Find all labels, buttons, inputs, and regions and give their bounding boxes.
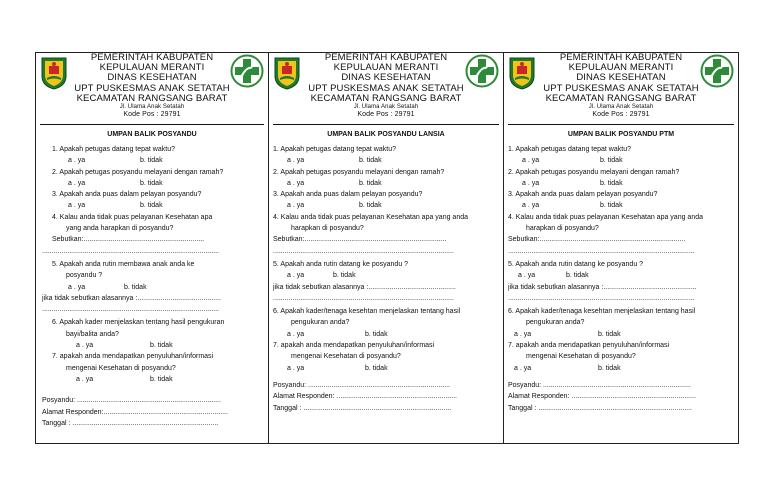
header-line: PEMERINTAH KABUPATEN (559, 52, 683, 63)
option-no[interactable]: b. tidak (140, 157, 163, 165)
answer-line[interactable]: jika tidak sebutkan alasannya :............................................. (273, 283, 456, 291)
option-yes[interactable]: a . ya (522, 157, 540, 165)
question-4-cont: harapkan di posyandu? (526, 225, 599, 233)
question-1: 1. Apakah petugas datang tepat waktu? (273, 146, 396, 153)
agency-header (72, 53, 232, 119)
question-5: 5. Apakah anda rutin membawa anak anda ke (52, 260, 195, 268)
answer-options (42, 200, 264, 211)
question-6-cont: pengukuran anda? (291, 319, 350, 327)
health-cross-icon (230, 54, 264, 88)
option-no[interactable]: b. tidak (598, 364, 621, 372)
question-5: 5. Apakah anda rutin datang ke posyandu ? (273, 260, 409, 268)
option-no[interactable]: b. tidak (140, 179, 163, 187)
option-yes[interactable]: a . ya (287, 364, 305, 372)
date-field[interactable]: Tanggal : ........................................................................... (42, 419, 219, 427)
option-yes[interactable]: a . ya (68, 157, 86, 165)
header-line: KEPULAUAN MERANTI (568, 62, 674, 74)
answer-line[interactable]: ............................................................................................. (273, 247, 454, 255)
header-postcode: Kode Pos : 29791 (357, 111, 415, 119)
header-rule (273, 124, 499, 125)
header-line: PEMERINTAH KABUPATEN (324, 52, 448, 63)
question-list (42, 144, 264, 429)
option-no[interactable]: b. tidak (566, 272, 589, 280)
option-yes[interactable]: a . ya (287, 202, 305, 210)
answer-options (508, 270, 734, 281)
option-no[interactable]: b. tidak (150, 342, 173, 350)
header-address: Jl. Ulama Anak Setatah (588, 104, 654, 111)
option-no[interactable]: b. tidak (598, 330, 621, 338)
header-postcode: Kode Pos : 29791 (123, 111, 181, 119)
question-4: 4. Kalau anda tidak puas pelayanan Kesehatan apa (52, 213, 213, 221)
answer-options (42, 178, 264, 189)
header-line: DINAS KESEHATAN (576, 72, 666, 84)
option-yes[interactable]: a . ya (518, 272, 536, 280)
answer-options (508, 363, 734, 374)
form-title: UMPAN BALIK POSYANDU (107, 131, 197, 138)
question-3: 3. Apakah anda puas dalam pelayan posyandu? (508, 191, 658, 199)
answer-options (508, 200, 734, 211)
answer-options (273, 200, 499, 211)
header-line: KEPULAUAN MERANTI (99, 62, 205, 74)
question-3: 3. Apakah anda puas dalam pelayan posyandu? (273, 191, 423, 199)
answer-options (273, 363, 499, 374)
option-yes[interactable]: a . ya (76, 342, 94, 350)
option-no[interactable]: b. tidak (600, 179, 623, 187)
date-field[interactable]: Tanggal : ............................................................................... (508, 404, 692, 412)
health-cross-icon (700, 54, 734, 88)
option-yes[interactable]: a . ya (514, 330, 532, 338)
option-no[interactable]: b. tidak (600, 202, 623, 210)
option-yes[interactable]: a . ya (522, 202, 540, 210)
feedback-form-posyandu (36, 52, 268, 444)
header-line: DINAS KESEHATAN (341, 72, 431, 84)
posyandu-field[interactable]: Posyandu: .......................................................................... (42, 397, 221, 405)
feedback-form-posyandu-lansia (269, 52, 503, 444)
option-yes[interactable]: a . ya (76, 375, 94, 383)
answer-options (508, 329, 734, 340)
option-no[interactable]: b. tidak (359, 202, 382, 210)
question-7: 7. apakah anda mendapatkan penyuluhan/informasi (52, 353, 214, 361)
question-7-cont: mengenai Kesehatan di posyandu? (66, 364, 176, 372)
answer-options (508, 178, 734, 189)
header-line: DINAS KESEHATAN (107, 72, 197, 84)
regency-emblem-icon (508, 56, 536, 90)
answer-line[interactable]: jika tidak sebutkan alasannya :................................................ (508, 283, 697, 291)
question-6-cont: bayi/balita anda? (66, 330, 119, 338)
question-list (273, 144, 499, 414)
option-no[interactable]: b. tidak (365, 364, 388, 372)
answer-options (273, 178, 499, 189)
answer-line[interactable]: ........................................................................................... (42, 306, 219, 314)
option-yes[interactable]: a . ya (68, 202, 86, 210)
header-line: UPT PUSKESMAS ANAK SETATAH (543, 82, 699, 94)
answer-line[interactable]: Sebutkan:........................................................................... (508, 236, 686, 244)
answer-line[interactable]: ................................................................................................ (508, 247, 695, 255)
respondent-address-field[interactable]: Alamat Responden:................................................................ (42, 408, 228, 416)
option-no[interactable]: b. tidak (333, 272, 356, 280)
regency-emblem-icon (40, 56, 68, 90)
option-yes[interactable]: a . ya (522, 179, 540, 187)
question-1: 1. Apakah petugas datang tepat waktu? (52, 146, 175, 153)
respondent-address-field[interactable]: Alamat Responden: .............................................................. (273, 393, 458, 401)
header-line: KEPULAUAN MERANTI (333, 62, 439, 74)
answer-options (42, 374, 264, 385)
agency-header (540, 53, 702, 119)
header-postcode: Kode Pos : 29791 (592, 111, 650, 119)
option-no[interactable]: b. tidak (359, 179, 382, 187)
header-rule (40, 124, 264, 125)
answer-options (42, 155, 264, 166)
posyandu-field[interactable]: Posyandu: ............................................................................ (508, 381, 691, 389)
answer-line[interactable]: ........................................................................................... (42, 247, 219, 255)
question-list (508, 144, 734, 414)
answer-options (42, 340, 264, 351)
answer-options (42, 282, 264, 293)
option-no[interactable]: b. tidak (600, 157, 623, 165)
option-yes[interactable]: a . ya (287, 330, 305, 338)
answer-line[interactable]: Sebutkan:.............................................................. (52, 236, 205, 244)
form-title: UMPAN BALIK POSYANDU PTM (567, 131, 675, 138)
regency-emblem-icon (273, 56, 301, 90)
header-line: KECAMATAN RANGSANG BARAT (310, 92, 462, 104)
answer-line[interactable]: ................................................................................................ (508, 294, 695, 302)
header-address: Jl. Ulama Anak Setatah (353, 104, 419, 111)
option-no[interactable]: b. tidak (124, 283, 147, 291)
question-1: 1. Apakah petugas datang tepat waktu? (508, 146, 631, 153)
header-address: Jl. Ulama Anak Setatah (119, 104, 185, 111)
question-4: 4. Kalau anda tidak puas pelayanan Kesehatan apa yang anda (508, 213, 703, 221)
question-6: 6. Apakah kader/tenaga kesehtan menjelaskan tentang hasil (508, 308, 696, 316)
option-yes[interactable]: a . ya (68, 283, 86, 291)
question-4-cont: harapkan di posyandu? (291, 225, 364, 233)
question-4: 4. Kalau anda tidak puas pelayanan Kesehatan apa yang anda (273, 213, 468, 221)
option-yes[interactable]: a . ya (287, 157, 305, 165)
answer-line[interactable]: jika tidak sebutkan alasannya :........................................... (42, 294, 221, 302)
question-6: 6. Apakah kader menjelaskan tentang hasil pengukuran (52, 319, 225, 327)
respondent-address-field[interactable]: Alamat Responden: ................................................................ (508, 393, 696, 401)
question-5-cont: posyandu ? (66, 272, 103, 280)
question-3: 3. Apakah anda puas dalam pelayan posyandu? (52, 191, 202, 199)
question-2: 2. Apakah petugas posyandu melayani dengan ramah? (52, 168, 224, 176)
feedback-form-posyandu-ptm (504, 52, 738, 444)
question-2: 2. Apakah petugas posyandu melayani dengan ramah? (508, 168, 680, 176)
option-no[interactable]: b. tidak (365, 330, 388, 338)
answer-options (508, 155, 734, 166)
header-line: KECAMATAN RANGSANG BARAT (545, 92, 697, 104)
question-7-cont: mengenai Kesehatan di posyandu? (526, 353, 636, 361)
option-yes[interactable]: a . ya (287, 179, 305, 187)
answer-line[interactable]: ............................................................................................. (273, 294, 454, 302)
answer-options (273, 270, 499, 281)
header-rule (508, 124, 734, 125)
header-line: KECAMATAN RANGSANG BARAT (76, 92, 228, 104)
question-6-cont: pengukuran anda? (526, 319, 585, 327)
header-line: PEMERINTAH KABUPATEN (90, 52, 214, 63)
question-2: 2. Apakah petugas posyandu melayani dengan ramah? (273, 168, 445, 176)
question-5: 5. Apakah anda rutin datang ke posyandu ? (508, 260, 644, 268)
form-title: UMPAN BALIK POSYANDU LANSIA (327, 131, 445, 138)
option-yes[interactable]: a . ya (68, 179, 86, 187)
question-7-cont: mengenai Kesehatan di posyandu? (291, 353, 401, 361)
question-7: 7. apakah anda mendapatkan penyuluhan/informasi (508, 342, 670, 350)
option-no[interactable]: b. tidak (150, 375, 173, 383)
header-line: UPT PUSKESMAS ANAK SETATAH (308, 82, 464, 94)
question-4-cont: yang anda harapkan di posyandu? (66, 225, 174, 233)
answer-options (273, 155, 499, 166)
question-7: 7. apakah anda mendapatkan penyuluhan/informasi (273, 342, 435, 350)
option-yes[interactable]: a . ya (514, 364, 532, 372)
date-field[interactable]: Tanggal : ............................................................................ (273, 404, 452, 412)
question-6: 6. Apakah kader/tenaga kesehtan menjelaskan tentang hasil (273, 308, 461, 316)
health-cross-icon (465, 54, 499, 88)
header-line: UPT PUSKESMAS ANAK SETATAH (74, 82, 230, 94)
option-yes[interactable]: a . ya (287, 272, 305, 280)
answer-line[interactable]: Sebutkan:......................................................................... (273, 236, 447, 244)
option-no[interactable]: b. tidak (359, 157, 382, 165)
option-no[interactable]: b. tidak (140, 202, 163, 210)
agency-header (305, 53, 467, 119)
answer-options (273, 329, 499, 340)
posyandu-field[interactable]: Posyandu: ......................................................................... (273, 381, 450, 389)
